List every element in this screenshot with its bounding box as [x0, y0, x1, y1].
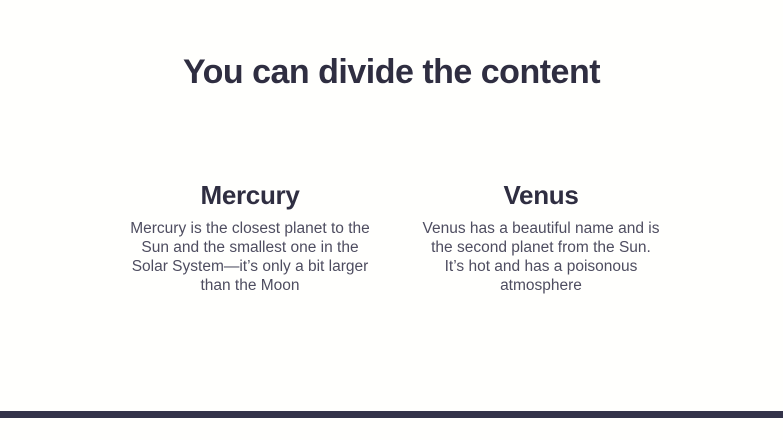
column-venus	[421, 180, 661, 295]
column-mercury-body: Mercury is the closest planet to the Sun and the smallest one in the Solar System—it’s only a bit larger than the Moon	[130, 220, 370, 294]
column-venus-heading: Venus	[503, 180, 579, 210]
column-mercury	[130, 180, 370, 295]
page-title: You can divide the content	[182, 53, 601, 91]
bottom-accent-bar	[0, 411, 783, 418]
column-mercury-heading: Mercury	[200, 180, 300, 210]
column-venus-body: Venus has a beautiful name and is the second planet from the Sun. It’s hot and has a poisonous atmosphere	[422, 220, 660, 294]
